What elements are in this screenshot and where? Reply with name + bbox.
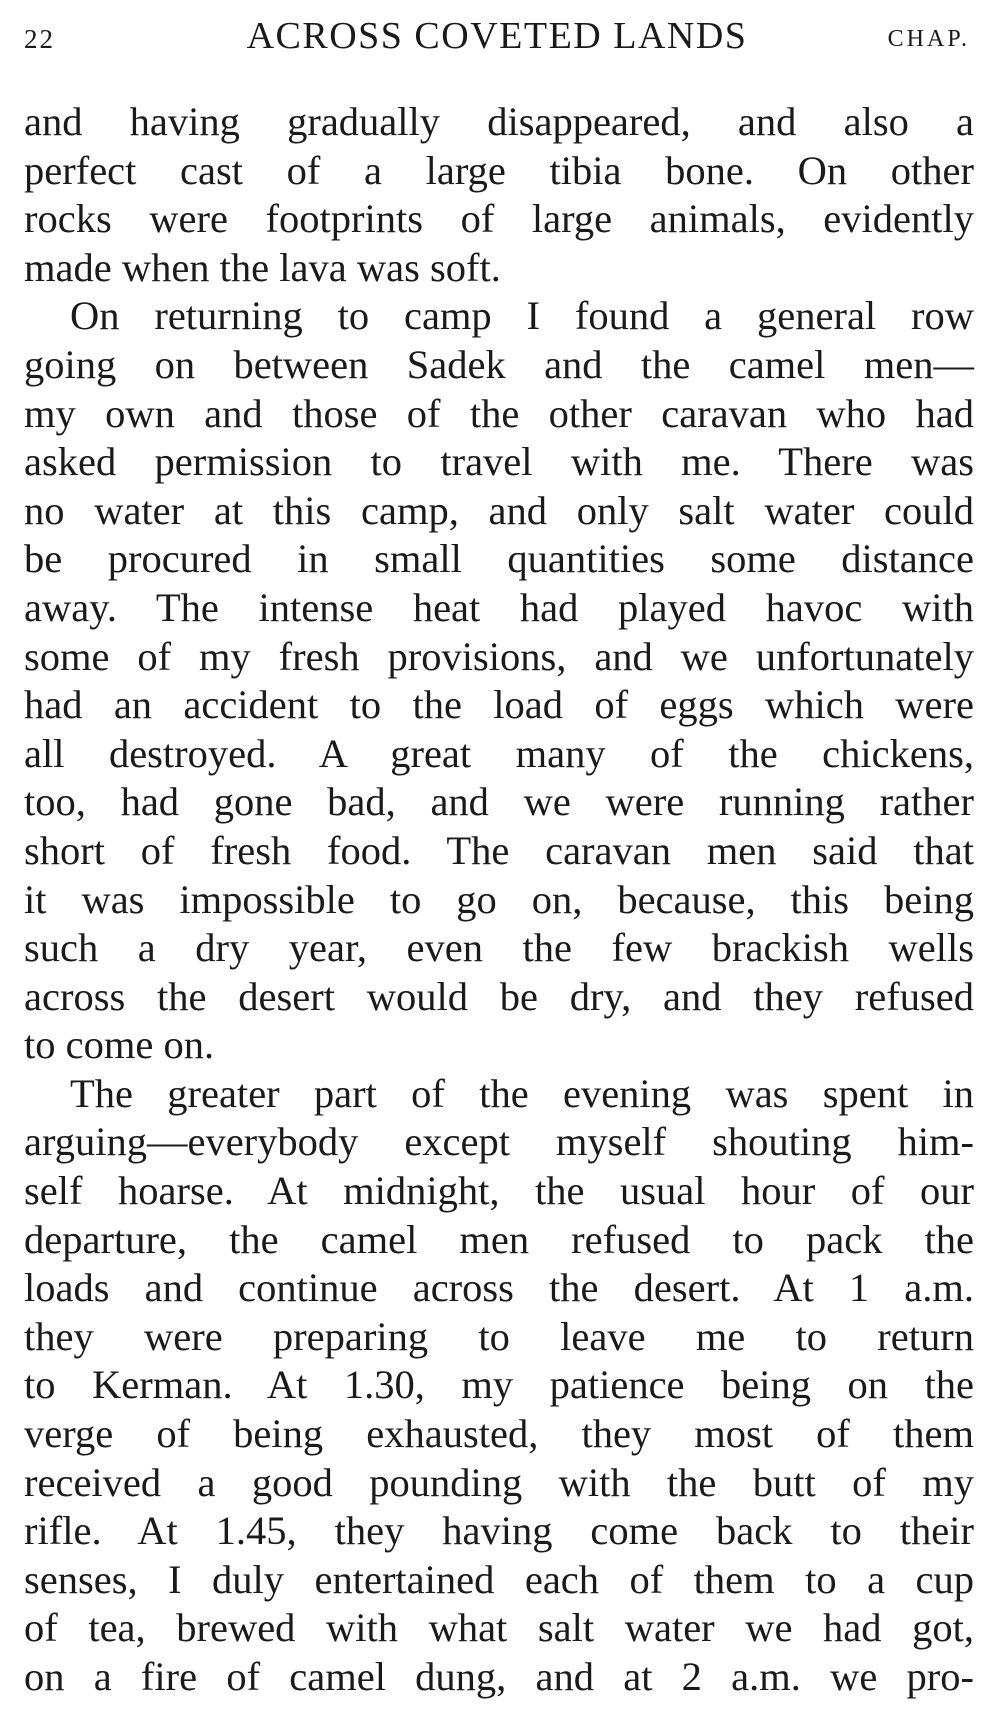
text-line: loads and continue across the desert. At 1 a.m. xyxy=(24,1265,974,1311)
page-number: 22 xyxy=(24,24,55,54)
text-line: self hoarse. At midnight, the usual hour of our xyxy=(24,1168,974,1214)
text-line: rifle. At 1.45, they having come back to their xyxy=(24,1508,974,1554)
text-line: verge of being exhausted, they most of them xyxy=(24,1411,974,1457)
text-line: going on between Sadek and the camel men— xyxy=(24,341,974,387)
text-line: to Kerman. At 1.30, my patience being on the xyxy=(24,1362,974,1408)
text-line: asked permission to travel with me. There was xyxy=(24,439,974,485)
text-line: my own and those of the other caravan who had xyxy=(24,390,974,436)
text-line: it was impossible to go on, because, this being xyxy=(24,876,974,922)
text-line: they were preparing to leave me to return xyxy=(24,1313,974,1359)
text-line: received a good pounding with the butt of my xyxy=(24,1459,974,1505)
text-line: some of my fresh provisions, and we unfortunately xyxy=(24,633,974,679)
text-line: away. The intense heat had played havoc with xyxy=(24,584,974,630)
text-line: no water at this camp, and only salt water could xyxy=(24,487,974,533)
text-line: of tea, brewed with what salt water we had got, xyxy=(24,1605,974,1651)
book-title: ACROSS COVETED LANDS xyxy=(246,15,748,57)
paragraph xyxy=(24,1070,974,1702)
paragraph xyxy=(24,98,974,292)
chapter-mark: CHAP. xyxy=(887,26,970,52)
text-line: departure, the camel men refused to pack the xyxy=(24,1216,974,1262)
text-line: On returning to camp I found a general row xyxy=(70,293,974,339)
text-line: made when the lava was soft. xyxy=(24,244,501,290)
text-line: too, had gone bad, and we were running rather xyxy=(24,779,974,825)
running-head xyxy=(24,14,970,64)
text-line: to come on. xyxy=(24,1022,215,1068)
text-line: such a dry year, even the few brackish wells xyxy=(24,925,974,971)
text-line: The greater part of the evening was spent in xyxy=(70,1070,974,1116)
text-line: arguing—everybody except myself shouting him- xyxy=(24,1119,974,1165)
text-line: rocks were footprints of large animals, evidently xyxy=(24,196,974,242)
text-line: and having gradually disappeared, and also a xyxy=(24,99,974,144)
body-text xyxy=(24,98,974,1702)
text-line: short of fresh food. The caravan men said that xyxy=(24,827,974,873)
text-line: across the desert would be dry, and they refused xyxy=(24,973,974,1019)
text-line: perfect cast of a large tibia bone. On other xyxy=(24,147,974,193)
text-line: had an accident to the load of eggs which were xyxy=(24,682,974,728)
paragraph xyxy=(24,292,974,1070)
text-line: senses, I duly entertained each of them to a cup xyxy=(24,1556,974,1602)
text-line: be procured in small quantities some distance xyxy=(24,536,974,582)
text-line: all destroyed. A great many of the chickens, xyxy=(24,730,974,776)
text-line: on a fire of camel dung, and at 2 a.m. we pro- xyxy=(24,1654,974,1699)
